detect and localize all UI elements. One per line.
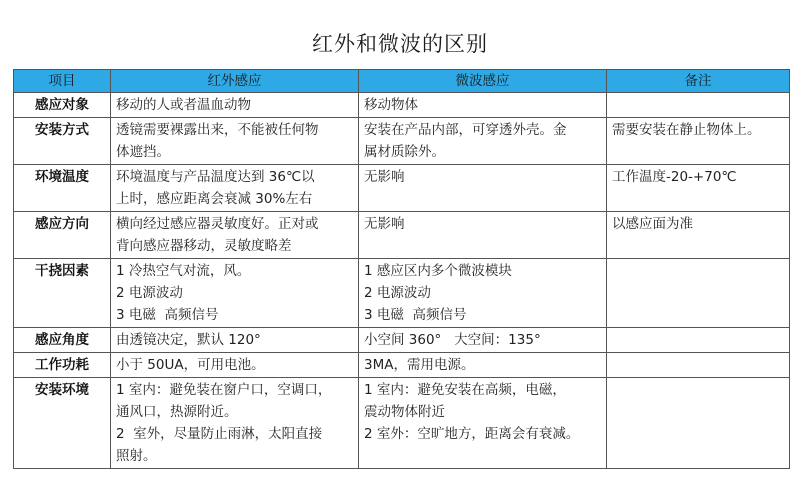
microwave-cell [359, 328, 607, 353]
infrared-cell [111, 212, 359, 259]
item-label-cell: 感应方向 [14, 212, 111, 259]
cell-text-line: 1 感应区内多个微波模块 [364, 263, 512, 279]
cell-text-line: 需要安装在静止物体上。 [612, 122, 761, 138]
cell-text-line: 小空间 360° 大空间：135° [364, 332, 541, 348]
note-cell [607, 118, 790, 165]
item-label-cell: 感应对象 [14, 93, 111, 118]
table-row [14, 353, 790, 378]
cell-text-line: 小于 50UA，可用电池。 [116, 357, 265, 373]
microwave-cell [359, 165, 607, 212]
cell-text-line: 2 电源波动 [364, 285, 431, 301]
table-body [14, 93, 790, 469]
microwave-cell [359, 259, 607, 328]
cell-text-line: 1 室内：避免装在窗户口，空调口， [116, 382, 332, 398]
cell-text-line: 由透镜决定，默认 120° [116, 332, 261, 348]
item-label-cell: 安装环境 [14, 378, 111, 469]
item-label-cell: 感应角度 [14, 328, 111, 353]
cell-text-line: 震动物体附近 [364, 404, 445, 420]
microwave-cell [359, 353, 607, 378]
infrared-cell [111, 165, 359, 212]
cell-text-line: 2 室外：空旷地方，距离会有衰减。 [364, 426, 580, 442]
cell-text-line: 安装在产品内部，可穿透外壳。金 [364, 122, 567, 138]
table-row [14, 378, 790, 469]
microwave-cell [359, 118, 607, 165]
table-row [14, 212, 790, 259]
page-title: 红外和微波的区别 [312, 32, 488, 56]
note-cell [607, 328, 790, 353]
item-label-cell: 安装方式 [14, 118, 111, 165]
item-label-cell: 干挠因素 [14, 259, 111, 328]
cell-text-line: 2 室外，尽量防止雨淋，太阳直接 [116, 426, 323, 442]
header-item: 项目 [14, 70, 111, 93]
table-row [14, 328, 790, 353]
comparison-table [13, 69, 790, 469]
cell-text-line: 体遮挡。 [116, 144, 170, 160]
note-cell [607, 259, 790, 328]
cell-text-line: 2 电源波动 [116, 285, 183, 301]
table-row [14, 118, 790, 165]
cell-text-line: 横向经过感应器灵敏度好。正对或 [116, 216, 319, 232]
cell-text-line: 1 室内：避免安装在高频，电磁， [364, 382, 566, 398]
microwave-cell [359, 212, 607, 259]
cell-text-line: 无影响 [364, 169, 405, 185]
infrared-cell [111, 93, 359, 118]
cell-text-line: 1 冷热空气对流，风。 [116, 263, 251, 279]
infrared-cell [111, 378, 359, 469]
cell-text-line: 环境温度与产品温度达到 36℃以 [116, 169, 315, 185]
item-label-cell: 工作功耗 [14, 353, 111, 378]
table-header-row [14, 70, 790, 93]
header-infrared: 红外感应 [111, 70, 359, 93]
infrared-cell [111, 353, 359, 378]
table-row [14, 259, 790, 328]
cell-text-line: 透镜需要裸露出来，不能被任何物 [116, 122, 319, 138]
infrared-cell [111, 118, 359, 165]
note-cell [607, 378, 790, 469]
microwave-cell [359, 93, 607, 118]
cell-text-line: 移动物体 [364, 97, 418, 113]
cell-text-line: 以感应面为准 [612, 216, 693, 232]
cell-text-line: 移动的人或者温血动物 [116, 97, 251, 113]
note-cell [607, 353, 790, 378]
item-label-cell: 环境温度 [14, 165, 111, 212]
cell-text-line: 3MA，需用电源。 [364, 357, 475, 373]
cell-text-line: 无影响 [364, 216, 405, 232]
cell-text-line: 背向感应器移动，灵敏度略差 [116, 238, 292, 254]
microwave-cell [359, 378, 607, 469]
header-note: 备注 [607, 70, 790, 93]
cell-text-line: 属材质除外。 [364, 144, 445, 160]
cell-text-line: 3 电磁 高频信号 [364, 307, 467, 323]
infrared-cell [111, 259, 359, 328]
note-cell [607, 165, 790, 212]
cell-text-line: 工作温度-20-+70℃ [612, 169, 737, 185]
cell-text-line: 通风口，热源附近。 [116, 404, 238, 420]
header-microwave: 微波感应 [359, 70, 607, 93]
infrared-cell [111, 328, 359, 353]
cell-text-line: 3 电磁 高频信号 [116, 307, 219, 323]
cell-text-line: 照射。 [116, 448, 157, 464]
table-row [14, 165, 790, 212]
note-cell [607, 93, 790, 118]
table-row [14, 93, 790, 118]
note-cell [607, 212, 790, 259]
cell-text-line: 上时，感应距离会衰减 30%左右 [116, 191, 313, 207]
